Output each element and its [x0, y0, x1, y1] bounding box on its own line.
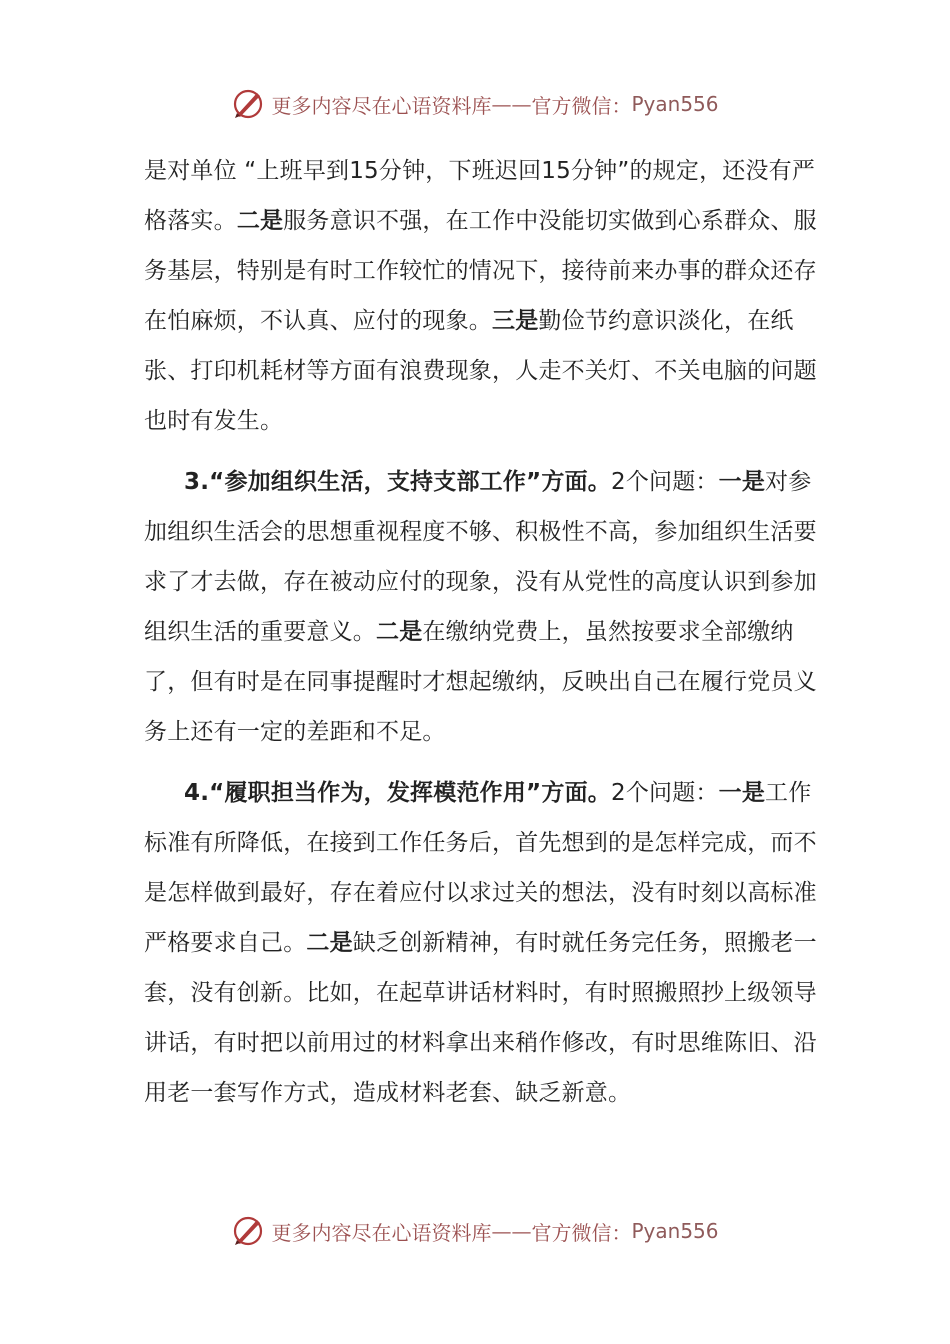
banner-dash: ——	[491, 92, 532, 116]
text-segment: 服务意识不强，在工作中没能切实做到心系群众、服务基层，特别是有时工作较忙的情况下，接待前来办事的群众还存在怕麻烦，不认真、应付的现象。	[144, 208, 817, 334]
bold-text-segment: 4.“履职担当作为，发挥模范作用”方面。	[184, 780, 611, 806]
bold-text-segment: 三是	[492, 308, 539, 334]
paragraph-1	[144, 146, 824, 446]
paragraph-2	[144, 457, 824, 757]
text-segment: 是对单位 “上班早到15分钟，下班迟回15分钟”的规定，还没有严格落实。	[144, 158, 816, 234]
document-body	[144, 146, 824, 1118]
bold-text-segment: 二是	[376, 619, 423, 645]
pen-logo-icon	[231, 1214, 265, 1248]
banner-dash: ——	[491, 1219, 532, 1243]
bold-text-segment: 一是	[718, 780, 766, 806]
bold-text-segment: 二是	[236, 208, 284, 234]
paragraph-3	[144, 768, 824, 1118]
bold-text-segment: 3.“参加组织生活，支持支部工作”方面。	[184, 469, 611, 495]
footer-watermark-banner	[0, 1211, 950, 1251]
banner-wechat-id: Pyan556	[631, 92, 719, 116]
bold-text-segment: 二是	[306, 930, 353, 956]
text-segment: 对参加组织生活会的思想重视程度不够、积极性不高，参加组织生活要求了才去做，存在被动应付的现象，没有从党性的高度认识到参加组织生活的重要意义。	[144, 469, 817, 645]
banner-label: 官方微信：	[531, 93, 632, 118]
header-watermark-banner	[0, 84, 950, 124]
pen-logo-icon	[231, 87, 265, 121]
text-segment: 2个问题：	[610, 469, 719, 495]
text-segment: 在缴纳党费上，虽然按要求全部缴纳了，但有时是在同事提醒时才想起缴纳，反映出自己在履行党员义务上还有一定的差距和不足。	[144, 619, 817, 745]
text-segment: 缺乏创新精神，有时就任务完任务，照搬老一套，没有创新。比如，在起草讲话材料时，有时照搬照抄上级领导讲话，有时把以前用过的材料拿出来稍作修改，有时思维陈旧、沿用老一套写作方式，造成材料老套、缺乏新意。	[144, 930, 817, 1106]
bold-text-segment: 一是	[718, 469, 766, 495]
banner-wechat-id: Pyan556	[631, 1219, 719, 1243]
banner-text: 更多内容尽在心语资料库	[271, 93, 492, 118]
text-segment: 工作标准有所降低，在接到工作任务后，首先想到的是怎样完成，而不是怎样做到最好，存在着应付以求过关的想法，没有时刻以高标准严格要求自己。	[144, 780, 817, 956]
banner-label: 官方微信：	[531, 1220, 632, 1245]
text-segment: 勤俭节约意识淡化，在纸张、打印机耗材等方面有浪费现象，人走不关灯、不关电脑的问题也时有发生。	[144, 308, 817, 434]
text-segment: 2个问题：	[610, 780, 719, 806]
banner-text: 更多内容尽在心语资料库	[271, 1220, 492, 1245]
